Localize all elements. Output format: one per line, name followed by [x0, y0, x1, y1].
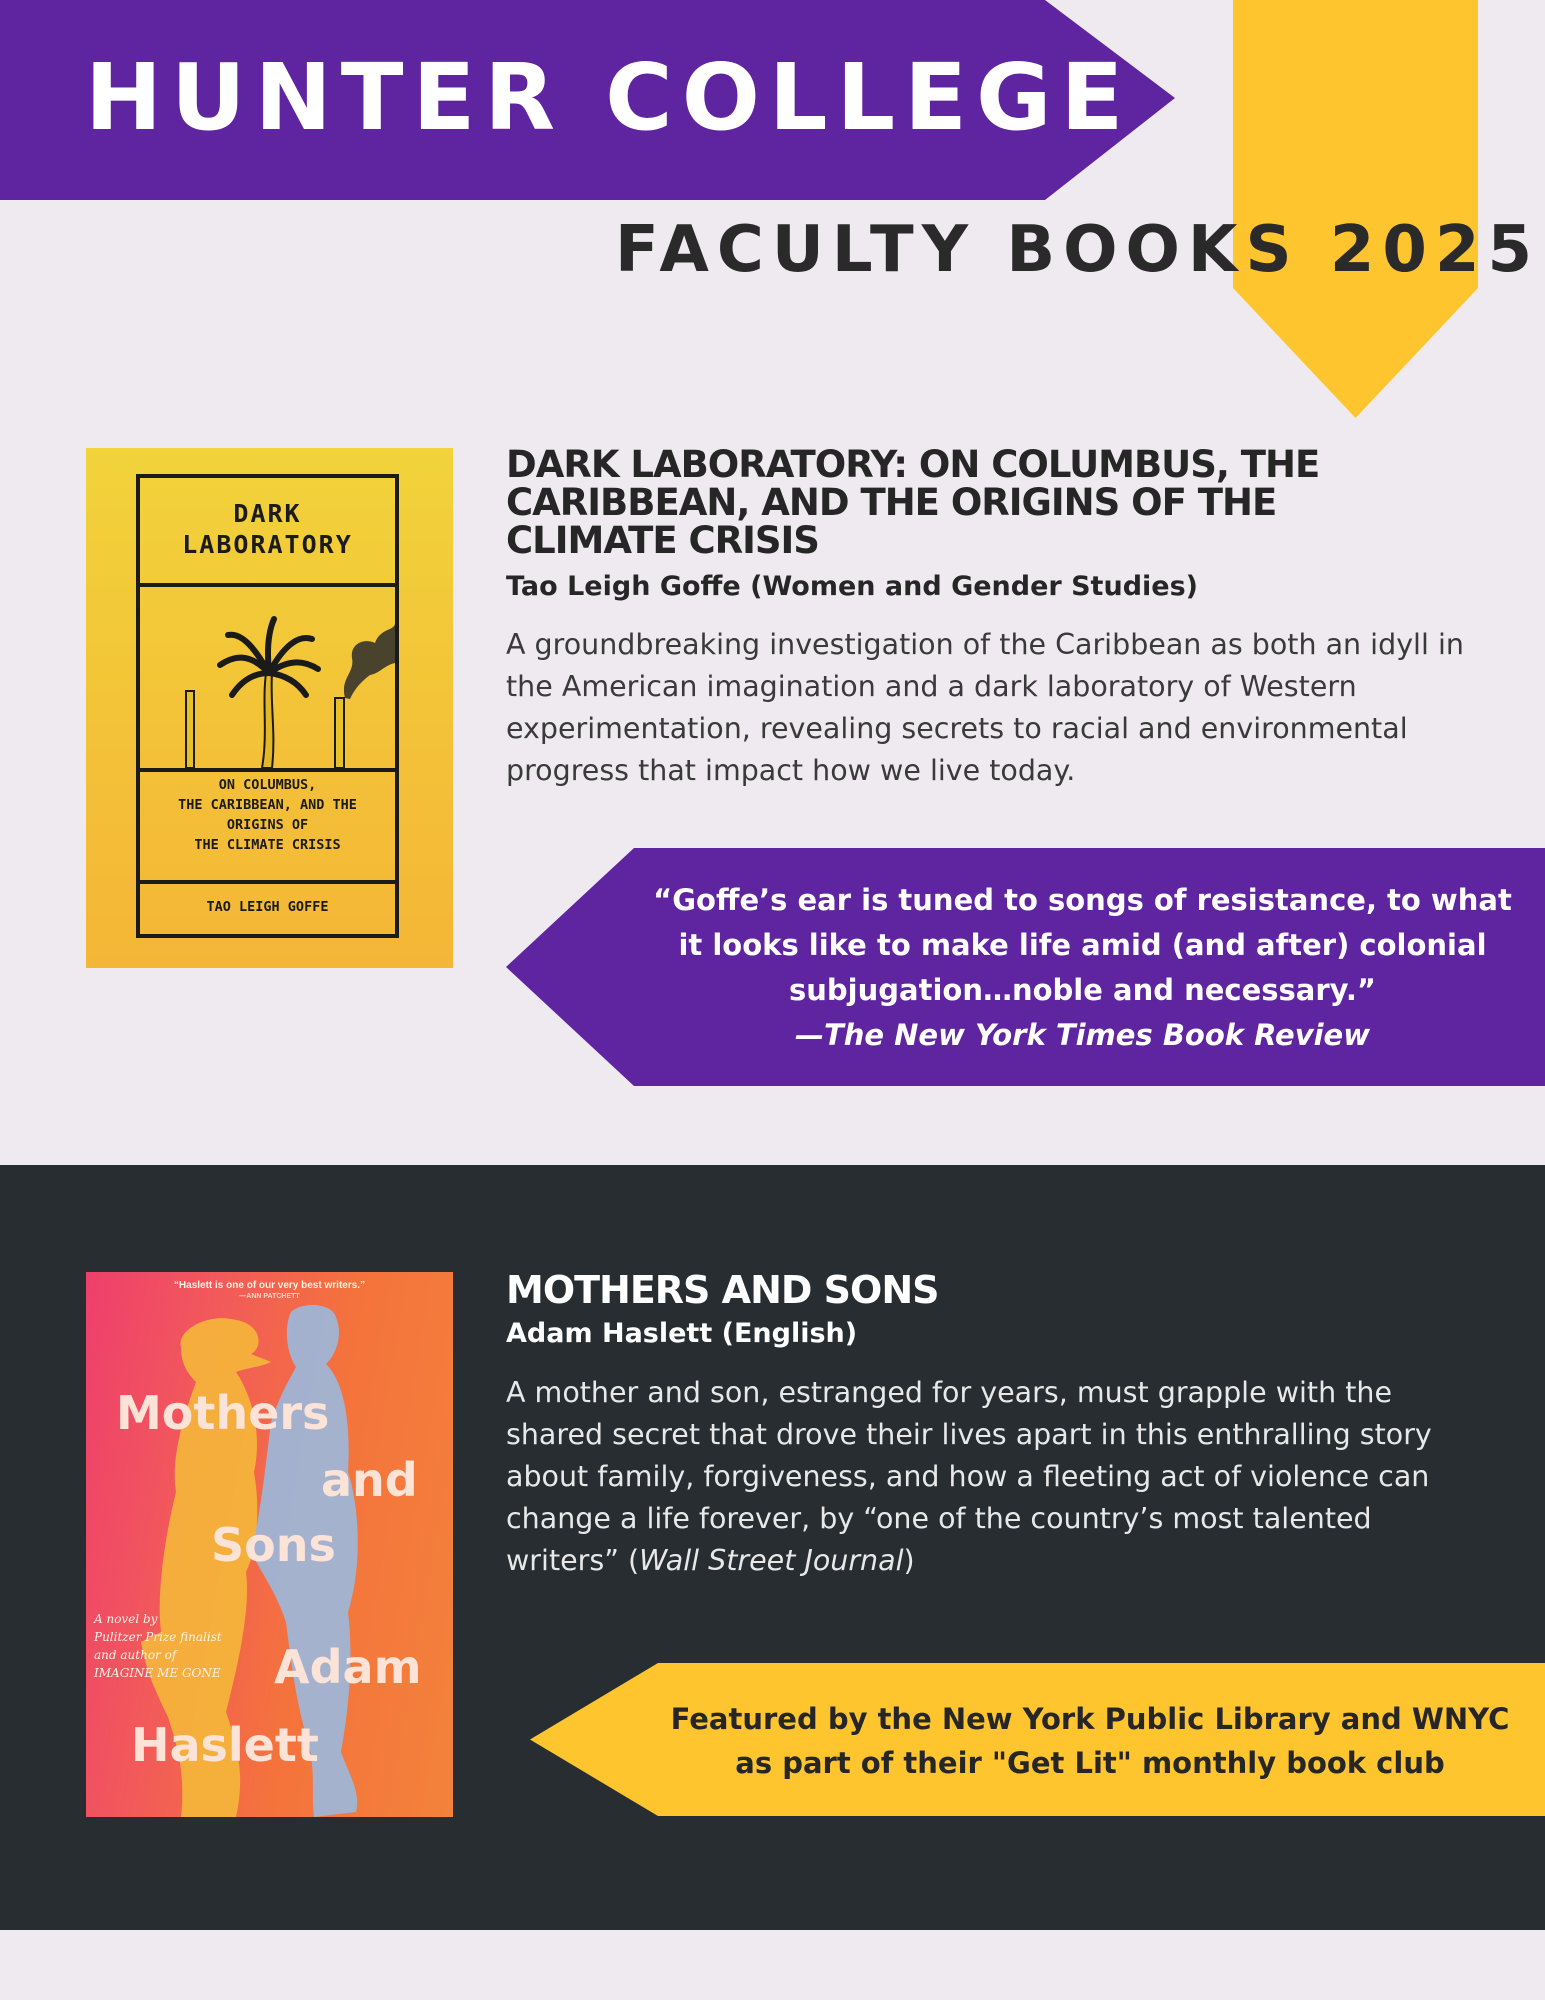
- page-subtitle: FACULTY BOOKS 2025: [615, 213, 1540, 287]
- book-author: Adam Haslett (English): [506, 1318, 858, 1349]
- cover-subtitle: [140, 775, 395, 855]
- cover-blurb-text: “Haslett is one of our very best writers.”: [173, 1280, 366, 1291]
- review-quote-source: —The New York Times Book Review: [794, 1018, 1371, 1052]
- cover-blurb-source: —ANN PATCHETT: [239, 1293, 300, 1300]
- cover-author: TAO LEIGH GOFFE: [206, 899, 329, 915]
- cover-tagline-line: Pulitzer Prize finalist: [94, 1630, 222, 1644]
- book-title: MOTHERS AND SONS: [506, 1268, 939, 1312]
- book-author: Tao Leigh Goffe (Women and Gender Studies): [506, 571, 1198, 602]
- cover-title-line: DARK: [233, 499, 302, 528]
- cover-frame: [136, 474, 399, 938]
- book-title: DARK LABORATORY: ON COLUMBUS, THE CARIBBEAN, AND THE ORIGINS OF THE CLIMATE CRISIS: [506, 443, 1320, 562]
- review-quote: [640, 878, 1525, 1058]
- book-cover-dark-laboratory: [86, 448, 453, 968]
- cover-word: Mothers: [116, 1386, 330, 1440]
- cover-tagline-line: and author of: [94, 1648, 177, 1662]
- cover-word: Sons: [211, 1518, 336, 1572]
- cover-tagline-line: A novel by: [94, 1612, 158, 1626]
- description-end: ): [903, 1544, 915, 1577]
- book-description: A groundbreaking investigation of the Caribbean as both an idyll in the American imagination and a dark laboratory of Western experimentation, revealing secrets to racial and environmental progress that impact how we live today.: [506, 628, 1464, 787]
- cover-divider: [140, 768, 395, 772]
- yellow-ribbon: [1233, 0, 1478, 420]
- palm-tree-smokestack-icon: [140, 603, 395, 768]
- cover-subtitle-line: ORIGINS OF: [226, 817, 309, 833]
- cover-word: Haslett: [131, 1718, 319, 1772]
- description-source: Wall Street Journal: [639, 1544, 904, 1577]
- description-text: A mother and son, estranged for years, must grapple with the shared secret that drove their lives apart in this enthralling story about family, forgiveness, and how a fleeting act of violence can change a life forever, by “one of the country’s most talented writers” (: [506, 1376, 1432, 1577]
- cover-divider: [140, 583, 395, 587]
- review-quote-text: “Goffe’s ear is tuned to songs of resistance, to what it looks like to make life amid (and after) colonial subjugation…noble and necessary.”: [653, 883, 1512, 1007]
- feature-text: Featured by the New York Public Library and WNYC as part of their "Get Lit" monthly book club: [670, 1702, 1510, 1780]
- cover-divider: [140, 880, 395, 884]
- cover-subtitle-line: THE CLIMATE CRISIS: [194, 837, 341, 853]
- cover-tagline-line: IMAGINE ME GONE: [94, 1666, 221, 1680]
- cover-tagline: [94, 1610, 222, 1682]
- cover-subtitle-line: THE CARIBBEAN, AND THE: [178, 797, 357, 813]
- cover-word: Adam: [274, 1640, 422, 1694]
- cover-title-line: LABORATORY: [182, 530, 353, 559]
- book-description: [506, 1372, 1466, 1582]
- cover-title: [140, 498, 395, 560]
- book-cover-mothers-and-sons: [86, 1272, 453, 1817]
- college-title: HUNTER COLLEGE: [85, 44, 1133, 151]
- cover-subtitle-line: ON COLUMBUS,: [218, 777, 317, 793]
- cover-word: and: [321, 1453, 418, 1507]
- cover-blurb: [86, 1280, 453, 1302]
